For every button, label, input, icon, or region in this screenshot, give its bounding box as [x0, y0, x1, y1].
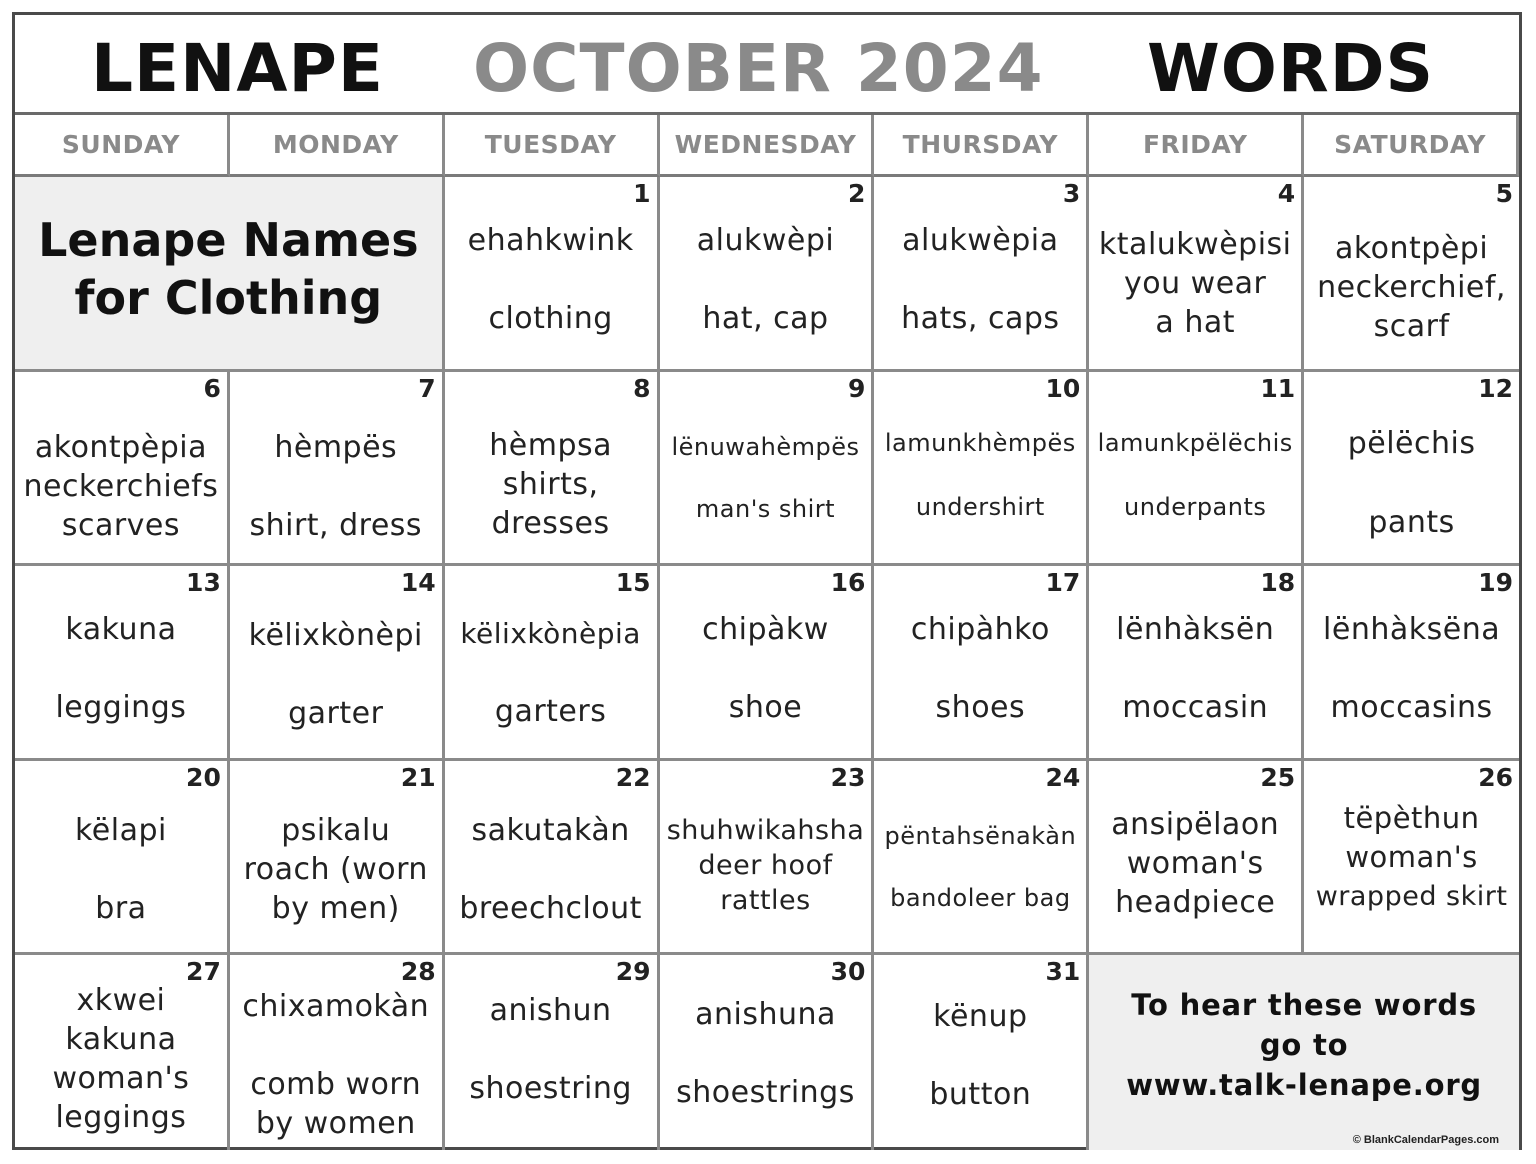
lenape-word: kakuna — [65, 1022, 177, 1057]
day-cell — [660, 955, 875, 1150]
lenape-word: chipàkw — [702, 612, 829, 647]
day-number: 11 — [1260, 373, 1296, 403]
day-number: 9 — [848, 373, 866, 403]
lenape-word: kakuna — [65, 612, 177, 647]
day-number: 15 — [615, 568, 651, 597]
day-number: 20 — [186, 762, 221, 792]
english-meaning: button — [929, 1077, 1032, 1112]
day-cell — [1089, 372, 1304, 567]
day-cell — [15, 955, 230, 1150]
info-line: go to — [1259, 1028, 1349, 1062]
english-meaning: underpants — [1124, 492, 1267, 521]
weekday-header: THURSDAY — [874, 115, 1089, 177]
day-cell — [874, 177, 1089, 372]
day-cell — [874, 761, 1089, 956]
day-number: 19 — [1478, 568, 1513, 597]
weekday-header: WEDNESDAY — [660, 115, 875, 177]
day-number: 13 — [186, 568, 221, 597]
day-number: 21 — [400, 762, 436, 792]
day-number: 25 — [1260, 762, 1296, 792]
feature-title — [15, 211, 442, 327]
english-meaning: garter — [288, 696, 384, 731]
english-meaning: shoestring — [469, 1071, 632, 1106]
weekday-header: MONDAY — [230, 115, 445, 177]
day-cell — [1304, 177, 1519, 372]
day-number: 1 — [633, 179, 651, 208]
day-number: 28 — [400, 957, 436, 986]
english-meaning: you wear — [1124, 266, 1267, 301]
english-meaning: garters — [494, 694, 607, 729]
day-entry — [1089, 805, 1301, 922]
day-cell — [1089, 761, 1304, 956]
lenape-word: ktalukwèpisi — [1098, 227, 1292, 262]
info-line: To hear these words — [1131, 988, 1477, 1022]
day-number: 2 — [848, 179, 866, 208]
lenape-word: xkwei — [76, 983, 166, 1018]
day-number: 8 — [633, 373, 651, 403]
day-cell — [1304, 761, 1519, 956]
day-cell — [1089, 177, 1304, 372]
day-entry — [15, 981, 227, 1137]
english-meaning: neckerchiefs — [23, 468, 219, 504]
day-cell — [230, 955, 445, 1150]
day-number: 4 — [1277, 179, 1296, 208]
lenape-word: ansipëlaon — [1111, 806, 1280, 842]
english-meaning: clothing — [488, 301, 613, 336]
lenape-word: akontpèpi — [1334, 231, 1489, 266]
weekday-header: SATURDAY — [1304, 115, 1519, 177]
day-entry — [445, 426, 657, 543]
day-number: 24 — [1045, 762, 1081, 792]
lenape-word: chixamokàn — [242, 989, 430, 1024]
english-meaning: bandoleer bag — [890, 883, 1071, 912]
day-entry — [660, 813, 872, 918]
lenape-word: alukwèpi — [696, 223, 835, 258]
lenape-word: hèmpës — [274, 429, 398, 465]
english-meaning: shirt, dress — [249, 507, 423, 543]
title-month-year: OCTOBER 2024 — [473, 30, 1044, 107]
calendar-title — [15, 15, 1519, 115]
day-cell — [445, 566, 660, 761]
english-meaning: shoes — [935, 690, 1026, 725]
lenape-word: tëpèthun — [1343, 800, 1480, 835]
title-words: WORDS — [1147, 30, 1435, 107]
english-meaning: man's shirt — [695, 494, 836, 523]
english-meaning: moccasins — [1330, 690, 1493, 725]
english-meaning: neckerchief, — [1317, 270, 1506, 305]
feature-line: for Clothing — [74, 271, 383, 325]
english-meaning: moccasin — [1122, 690, 1269, 725]
info-box — [1089, 955, 1519, 1150]
english-meaning: woman's — [1126, 845, 1264, 881]
english-meaning: leggings — [55, 690, 187, 725]
day-cell — [874, 372, 1089, 567]
day-cell — [445, 761, 660, 956]
english-meaning: breechclout — [459, 890, 642, 926]
day-cell — [874, 566, 1089, 761]
calendar-frame — [12, 12, 1522, 1150]
day-number: 16 — [830, 568, 866, 597]
day-number: 10 — [1045, 373, 1081, 403]
english-meaning: scarves — [61, 507, 181, 543]
english-meaning: rattles — [720, 884, 811, 916]
day-number: 26 — [1478, 762, 1513, 792]
day-number: 23 — [830, 762, 866, 792]
day-cell — [660, 177, 875, 372]
weekday-header: SUNDAY — [15, 115, 230, 177]
info-text — [1089, 985, 1519, 1105]
day-number: 30 — [830, 957, 866, 986]
day-entry — [1089, 225, 1301, 342]
day-number: 3 — [1062, 179, 1081, 208]
english-meaning: dresses — [491, 505, 610, 541]
english-meaning: hats, caps — [901, 301, 1060, 336]
day-number: 27 — [186, 957, 221, 986]
day-number: 31 — [1045, 957, 1081, 986]
day-entry — [230, 811, 442, 928]
lenape-word: lënhàksën — [1116, 612, 1275, 647]
day-number: 18 — [1260, 568, 1296, 597]
day-number: 29 — [615, 957, 651, 986]
lenape-word: anishun — [489, 993, 612, 1028]
english-meaning: a hat — [1155, 305, 1235, 340]
english-meaning: scarf — [1373, 309, 1450, 344]
feature-box — [15, 177, 445, 372]
english-meaning: woman's — [1345, 839, 1478, 874]
day-number: 7 — [418, 373, 436, 403]
lenape-word: psikalu — [281, 812, 391, 848]
lenape-word: lamunkpëlëchis — [1097, 428, 1293, 457]
english-meaning: woman's — [52, 1061, 190, 1096]
title-lenape: LENAPE — [91, 30, 384, 107]
english-meaning: deer hoof — [698, 849, 833, 881]
day-number: 5 — [1495, 179, 1513, 208]
lenape-word: ehahkwink — [467, 223, 634, 258]
english-meaning: comb worn by women — [250, 1067, 422, 1141]
day-cell — [230, 566, 445, 761]
day-cell — [230, 372, 445, 567]
english-meaning: bra — [95, 890, 147, 926]
day-cell — [874, 955, 1089, 1150]
lenape-word: këlixkònèpia — [460, 617, 641, 650]
lenape-word: këlapi — [74, 812, 167, 848]
day-cell — [1304, 372, 1519, 567]
english-meaning: shoe — [728, 690, 803, 725]
day-entry — [15, 428, 227, 545]
day-cell — [445, 177, 660, 372]
day-entry — [1304, 799, 1519, 916]
day-cell — [660, 566, 875, 761]
english-meaning: roach (worn — [243, 851, 428, 887]
english-meaning: wrapped skirt — [1315, 880, 1508, 912]
lenape-word: alukwèpia — [902, 223, 1059, 258]
day-cell — [1304, 566, 1519, 761]
day-cell — [1089, 566, 1304, 761]
lenape-word: kënup — [933, 999, 1028, 1034]
english-meaning: undershirt — [915, 492, 1045, 521]
english-meaning: shoestrings — [676, 1075, 855, 1110]
day-number: 14 — [400, 568, 436, 597]
lenape-word: chipàhko — [910, 612, 1050, 647]
day-number: 17 — [1045, 568, 1081, 597]
lenape-word: lamunkhèmpës — [884, 428, 1076, 457]
english-meaning: by men) — [271, 890, 400, 926]
copyright-credit: © BlankCalendarPages.com — [1352, 1133, 1499, 1146]
lenape-word: pëlëchis — [1347, 425, 1476, 461]
english-meaning: hat, cap — [702, 301, 829, 336]
day-cell — [660, 372, 875, 567]
lenape-word: akontpèpia — [34, 429, 207, 465]
day-number: 12 — [1478, 373, 1513, 403]
website-link[interactable]: www.talk-lenape.org — [1126, 1068, 1482, 1102]
lenape-word: sakutakàn — [471, 812, 630, 848]
day-number: 6 — [203, 373, 221, 403]
english-meaning: pants — [1368, 504, 1455, 540]
feature-line: Lenape Names — [38, 213, 419, 267]
day-cell — [445, 955, 660, 1150]
day-number: 22 — [615, 762, 651, 792]
lenape-word: hèmpsa — [489, 427, 613, 463]
lenape-word: pëntahsënakàn — [884, 821, 1077, 850]
day-cell — [230, 761, 445, 956]
lenape-word: anishuna — [695, 997, 836, 1032]
day-cell — [445, 372, 660, 567]
english-meaning: headpiece — [1115, 884, 1276, 920]
english-meaning: leggings — [55, 1100, 187, 1135]
weekday-header: TUESDAY — [445, 115, 660, 177]
calendar-grid — [15, 115, 1519, 1150]
day-cell — [15, 566, 230, 761]
day-cell — [660, 761, 875, 956]
lenape-word: shuhwikahsha — [666, 814, 865, 846]
lenape-word: lënhàksëna — [1323, 612, 1501, 647]
day-cell — [15, 761, 230, 956]
lenape-word: këlixkònèpi — [248, 618, 423, 653]
weekday-header: FRIDAY — [1089, 115, 1304, 177]
english-meaning: shirts, — [502, 466, 599, 502]
day-entry — [1304, 229, 1519, 346]
day-cell — [15, 372, 230, 567]
lenape-word: lënuwahèmpës — [671, 432, 860, 461]
